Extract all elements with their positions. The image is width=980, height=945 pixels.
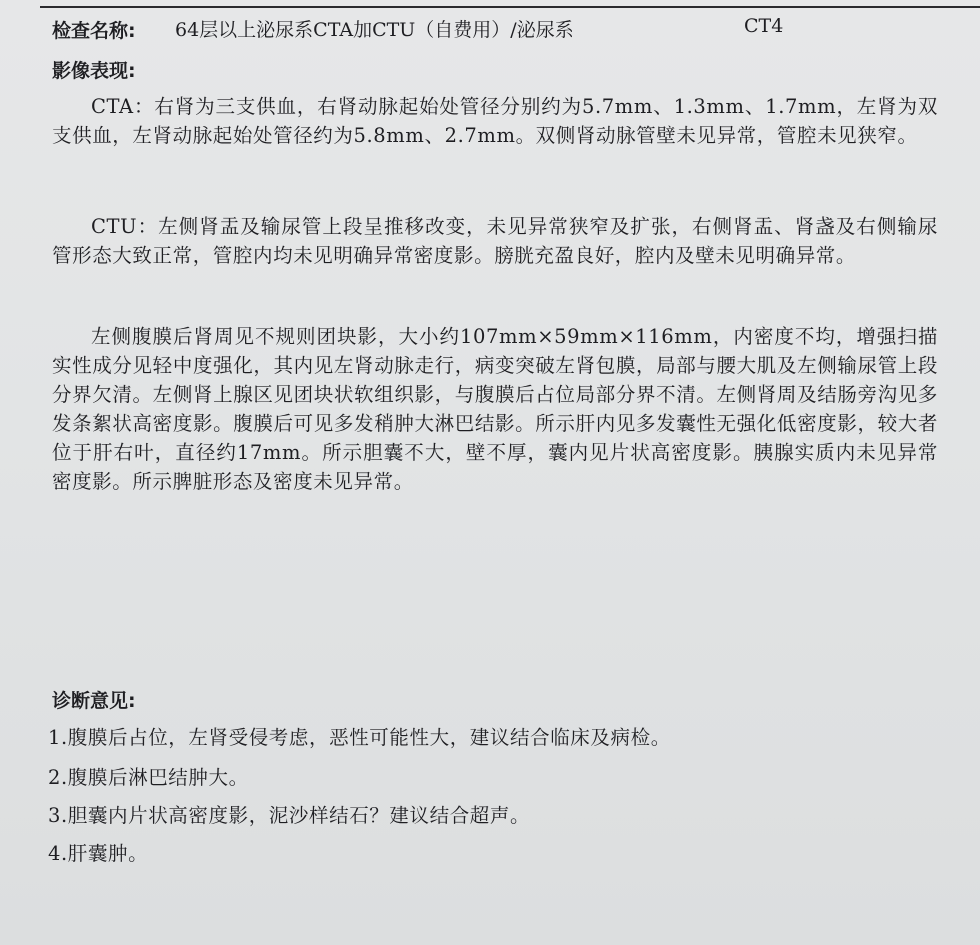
diagnosis-item-4: 4.肝囊肿。 — [48, 842, 149, 865]
findings-paragraph-cta: CTA：右肾为三支供血，右肾动脉起始处管径分别约为5.7mm、1.3mm、1.7mm，左肾为双支供血，左肾动脉起始处管径约为5.8mm、2.7mm。双侧肾动脉管壁未见异常，管腔未见狭窄。 — [52, 95, 938, 147]
findings-paragraph-mass: 左侧腹膜后肾周见不规则团块影，大小约107mm×59mm×116mm，内密度不均，增强扫描实性成分见轻中度强化，其内见左肾动脉走行，病变突破左肾包膜，局部与腰大肌及左侧输尿管上段分界欠清。左侧肾上腺区见团块状软组织影，与腹膜后占位局部分界不清。左侧肾周及结肠旁沟见多发条絮状高密度影。腹膜后可见多发稍肿大淋巴结影。所示肝内见多发囊性无强化低密度影，较大者位于肝右叶，直径约17mm。所示胆囊不大，壁不厚，囊内见片状高密度影。胰腺实质内未见异常密度影。所示脾脏形态及密度未见异常。 — [52, 325, 938, 493]
diagnosis-item-2: 2.腹膜后淋巴结肿大。 — [48, 766, 249, 789]
diagnosis-item-3: 3.胆囊内片状高密度影，泥沙样结石？建议结合超声。 — [48, 804, 531, 827]
findings-paragraph-ctu: CTU：左侧肾盂及输尿管上段呈推移改变，未见异常狭窄及扩张，右侧肾盂、肾盏及右侧输尿管形态大致正常，管腔内均未见明确异常密度影。膀胱充盈良好，腔内及壁未见明确异常。 — [52, 215, 938, 267]
findings-label: 影像表现: — [52, 60, 136, 82]
diagnosis-item-1: 1.腹膜后占位，左肾受侵考虑，恶性可能性大，建议结合临床及病检。 — [48, 726, 671, 749]
exam-name-label: 检查名称: — [52, 20, 136, 42]
diagnosis-label: 诊断意见: — [52, 690, 136, 712]
exam-name-value: 64层以上泌尿系CTA加CTU（自费用）/泌尿系 — [175, 19, 574, 41]
exam-code: CT4 — [744, 15, 784, 37]
header-rule — [40, 6, 980, 8]
